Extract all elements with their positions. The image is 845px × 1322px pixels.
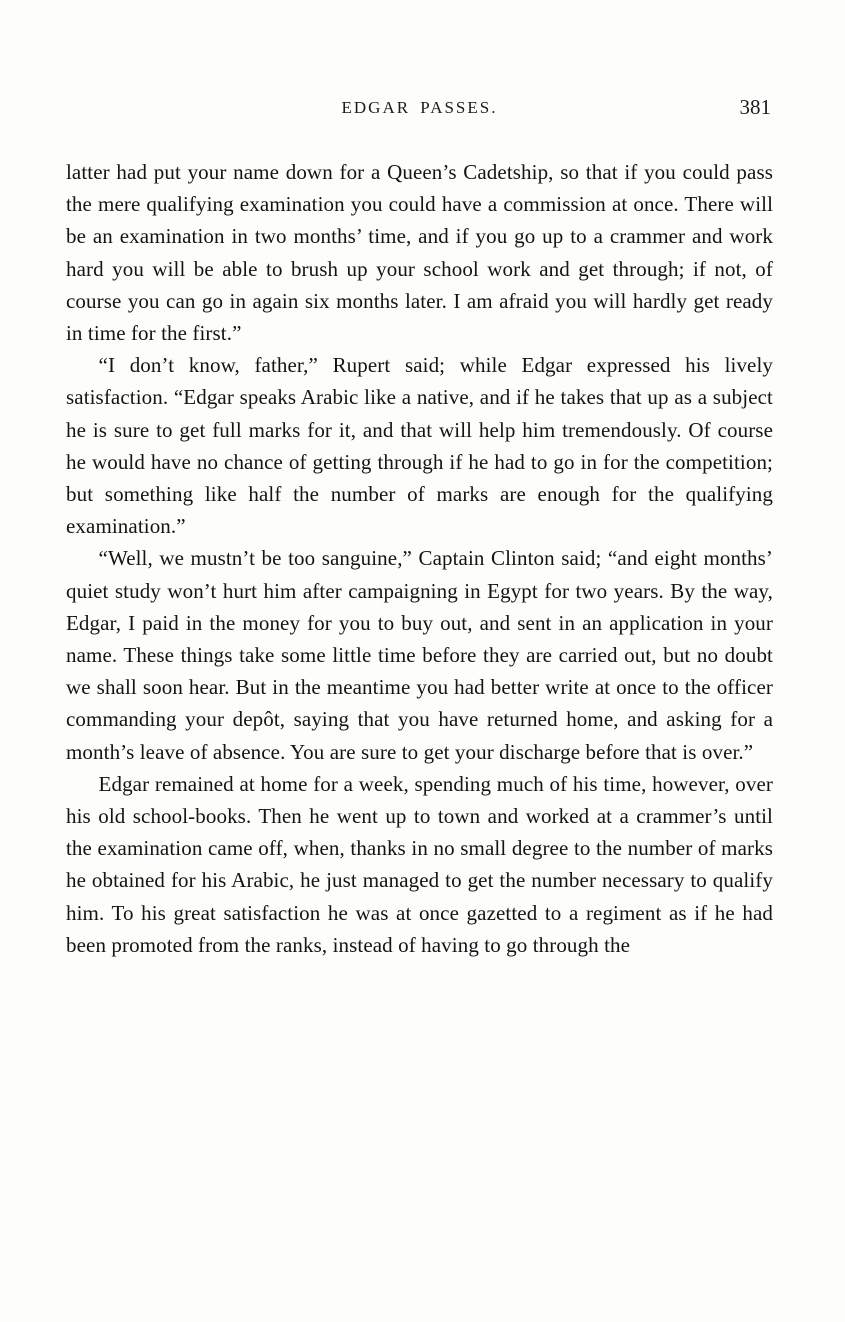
running-title: EDGAR PASSES. (341, 98, 498, 117)
page-number: 381 (739, 95, 771, 119)
page-body (66, 156, 773, 961)
paragraph: latter had put your name down for a Queen’s Cadetship, so that if you could pass the mere qualifying examination you could have a commission at once. There will be an examination in two months’ time, and if you go up to a crammer and work hard you will be able to brush up your school work and get through; if not, of course you can go in again six months later. I am afraid you will hardly get ready in time for the first.” (66, 160, 773, 346)
paragraph: “Well, we mustn’t be too sanguine,” Captain Clinton said; “and eight months’ quiet study won’t hurt him after campaigning in Egypt for two years. By the way, Edgar, I paid in the money for you to buy out, and sent in an application in your name. These things take some little time before they are carried out, but no doubt we shall soon hear. But in the meantime you had better write at once to the officer commanding your depôt, saying that you have returned home, and asking for a month’s leave of absence. You are sure to get your discharge before that is over.” (66, 546, 773, 764)
paragraph: Edgar remained at home for a week, spending much of his time, however, over his old school-books. Then he went up to town and worked at a crammer’s until the examination came off, when, thanks in no small degree to the number of marks he obtained for his Arabic, he just managed to get the number necessary to qualify him. To his great satisfaction he was at once gazetted to a regiment as if he had been promoted from the ranks, instead of having to go through the (66, 771, 773, 957)
paragraph: “I don’t know, father,” Rupert said; while Edgar expressed his lively satisfaction. “Edgar speaks Arabic like a native, and if he takes that up as a subject he is sure to get full marks for it, and that will help him tremendously. Of course he would have no chance of getting through if he had to go in for the competition; but something like half the number of marks are enough for the qualifying examination.” (66, 353, 773, 539)
page-header (66, 95, 773, 132)
